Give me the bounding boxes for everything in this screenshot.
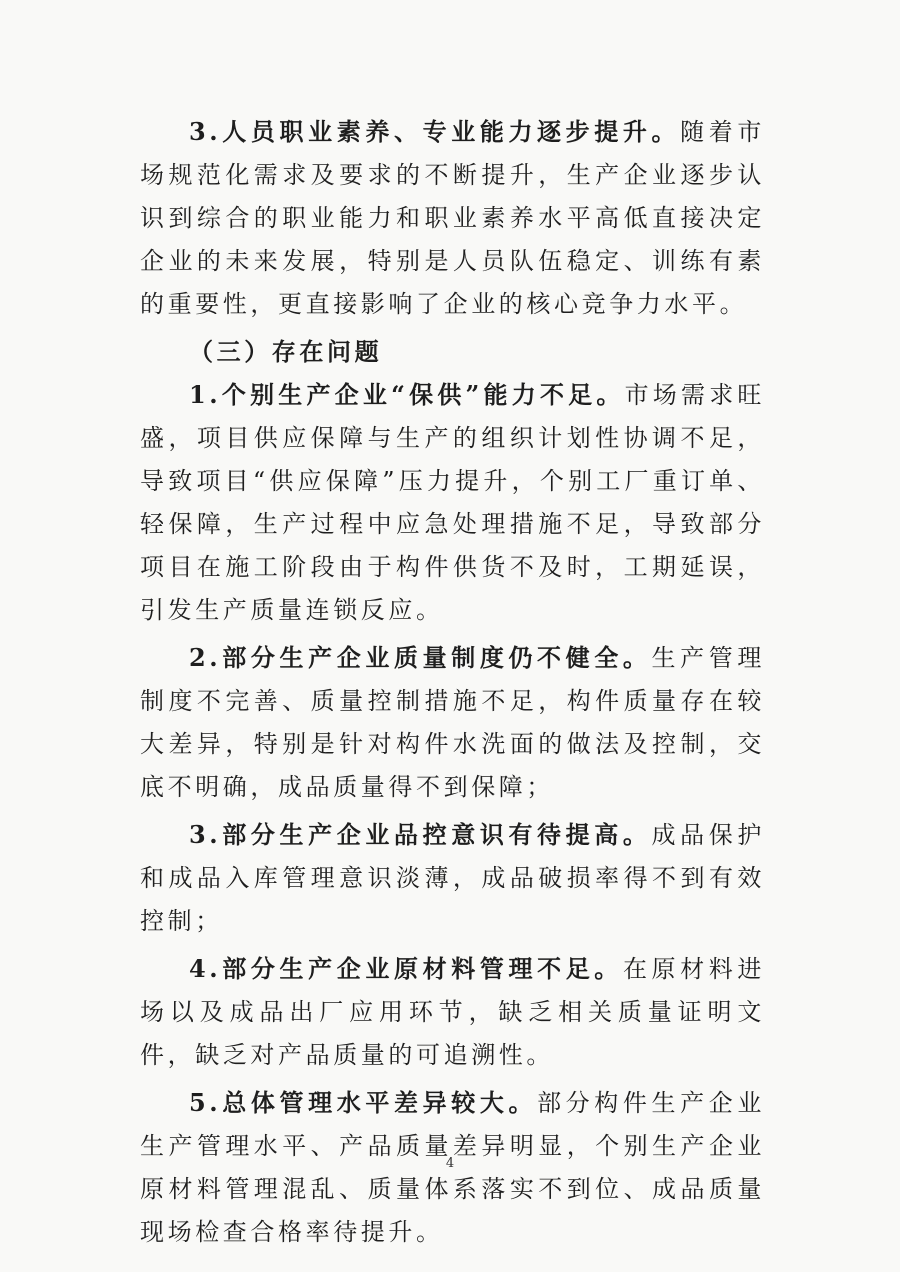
issue-body: 部分构件生产企业生产管理水平、产品质量差异明显，个别生产企业原材料管理混乱、质量体系落实不到位、成品质量现场检查合格率待提升。 [140, 1089, 765, 1246]
paragraph-lead: 3.人员职业素养、专业能力逐步提升。 [189, 117, 681, 146]
issue-lead: 2.部分生产企业质量制度仍不健全。 [189, 643, 652, 672]
page-number: 4 [445, 1156, 455, 1171]
issue-paragraph [140, 947, 765, 1077]
issue-body: 市场需求旺盛，项目供应保障与生产的组织计划性协调不足，导致项目“供应保障”压力提升，个别工厂重订单、轻保障，生产过程中应急处理措施不足，导致部分项目在施工阶段由于构件供货不及时，工期延误，引发生产质量连锁反应。 [140, 381, 766, 624]
paragraph-body: 随着市场规范化需求及要求的不断提升，生产企业逐步认识到综合的职业能力和职业素养水平高低直接决定企业的未来发展，特别是人员队伍稳定、训练有素的重要性，更直接影响了企业的核心竞争力水平。 [140, 118, 765, 318]
issue-paragraph [140, 636, 765, 809]
issue-lead: 1.个别生产企业“保供”能力不足。 [189, 380, 625, 409]
section-heading: （三）存在问题 [189, 337, 383, 366]
issue-paragraph [140, 813, 765, 943]
issue-body: 在原材料进场以及成品出厂应用环节，缺乏相关质量证明文件，缺乏对产品质量的可追溯性。 [140, 955, 766, 1069]
issue-lead: 3.部分生产企业品控意识有待提高。 [189, 820, 652, 849]
document-body [140, 110, 765, 1254]
paragraph-staff-quality [140, 110, 765, 326]
issue-body: 成品保护和成品入库管理意识淡薄，成品破损率得不到有效控制； [140, 821, 765, 935]
issue-paragraph [140, 373, 765, 632]
issue-lead: 5.总体管理水平差异较大。 [189, 1088, 538, 1117]
issue-body: 生产管理制度不完善、质量控制措施不足，构件质量存在较大差异，特别是针对构件水洗面的做法及控制，交底不明确，成品质量得不到保障； [140, 644, 765, 801]
issue-lead: 4.部分生产企业原材料管理不足。 [189, 954, 623, 983]
